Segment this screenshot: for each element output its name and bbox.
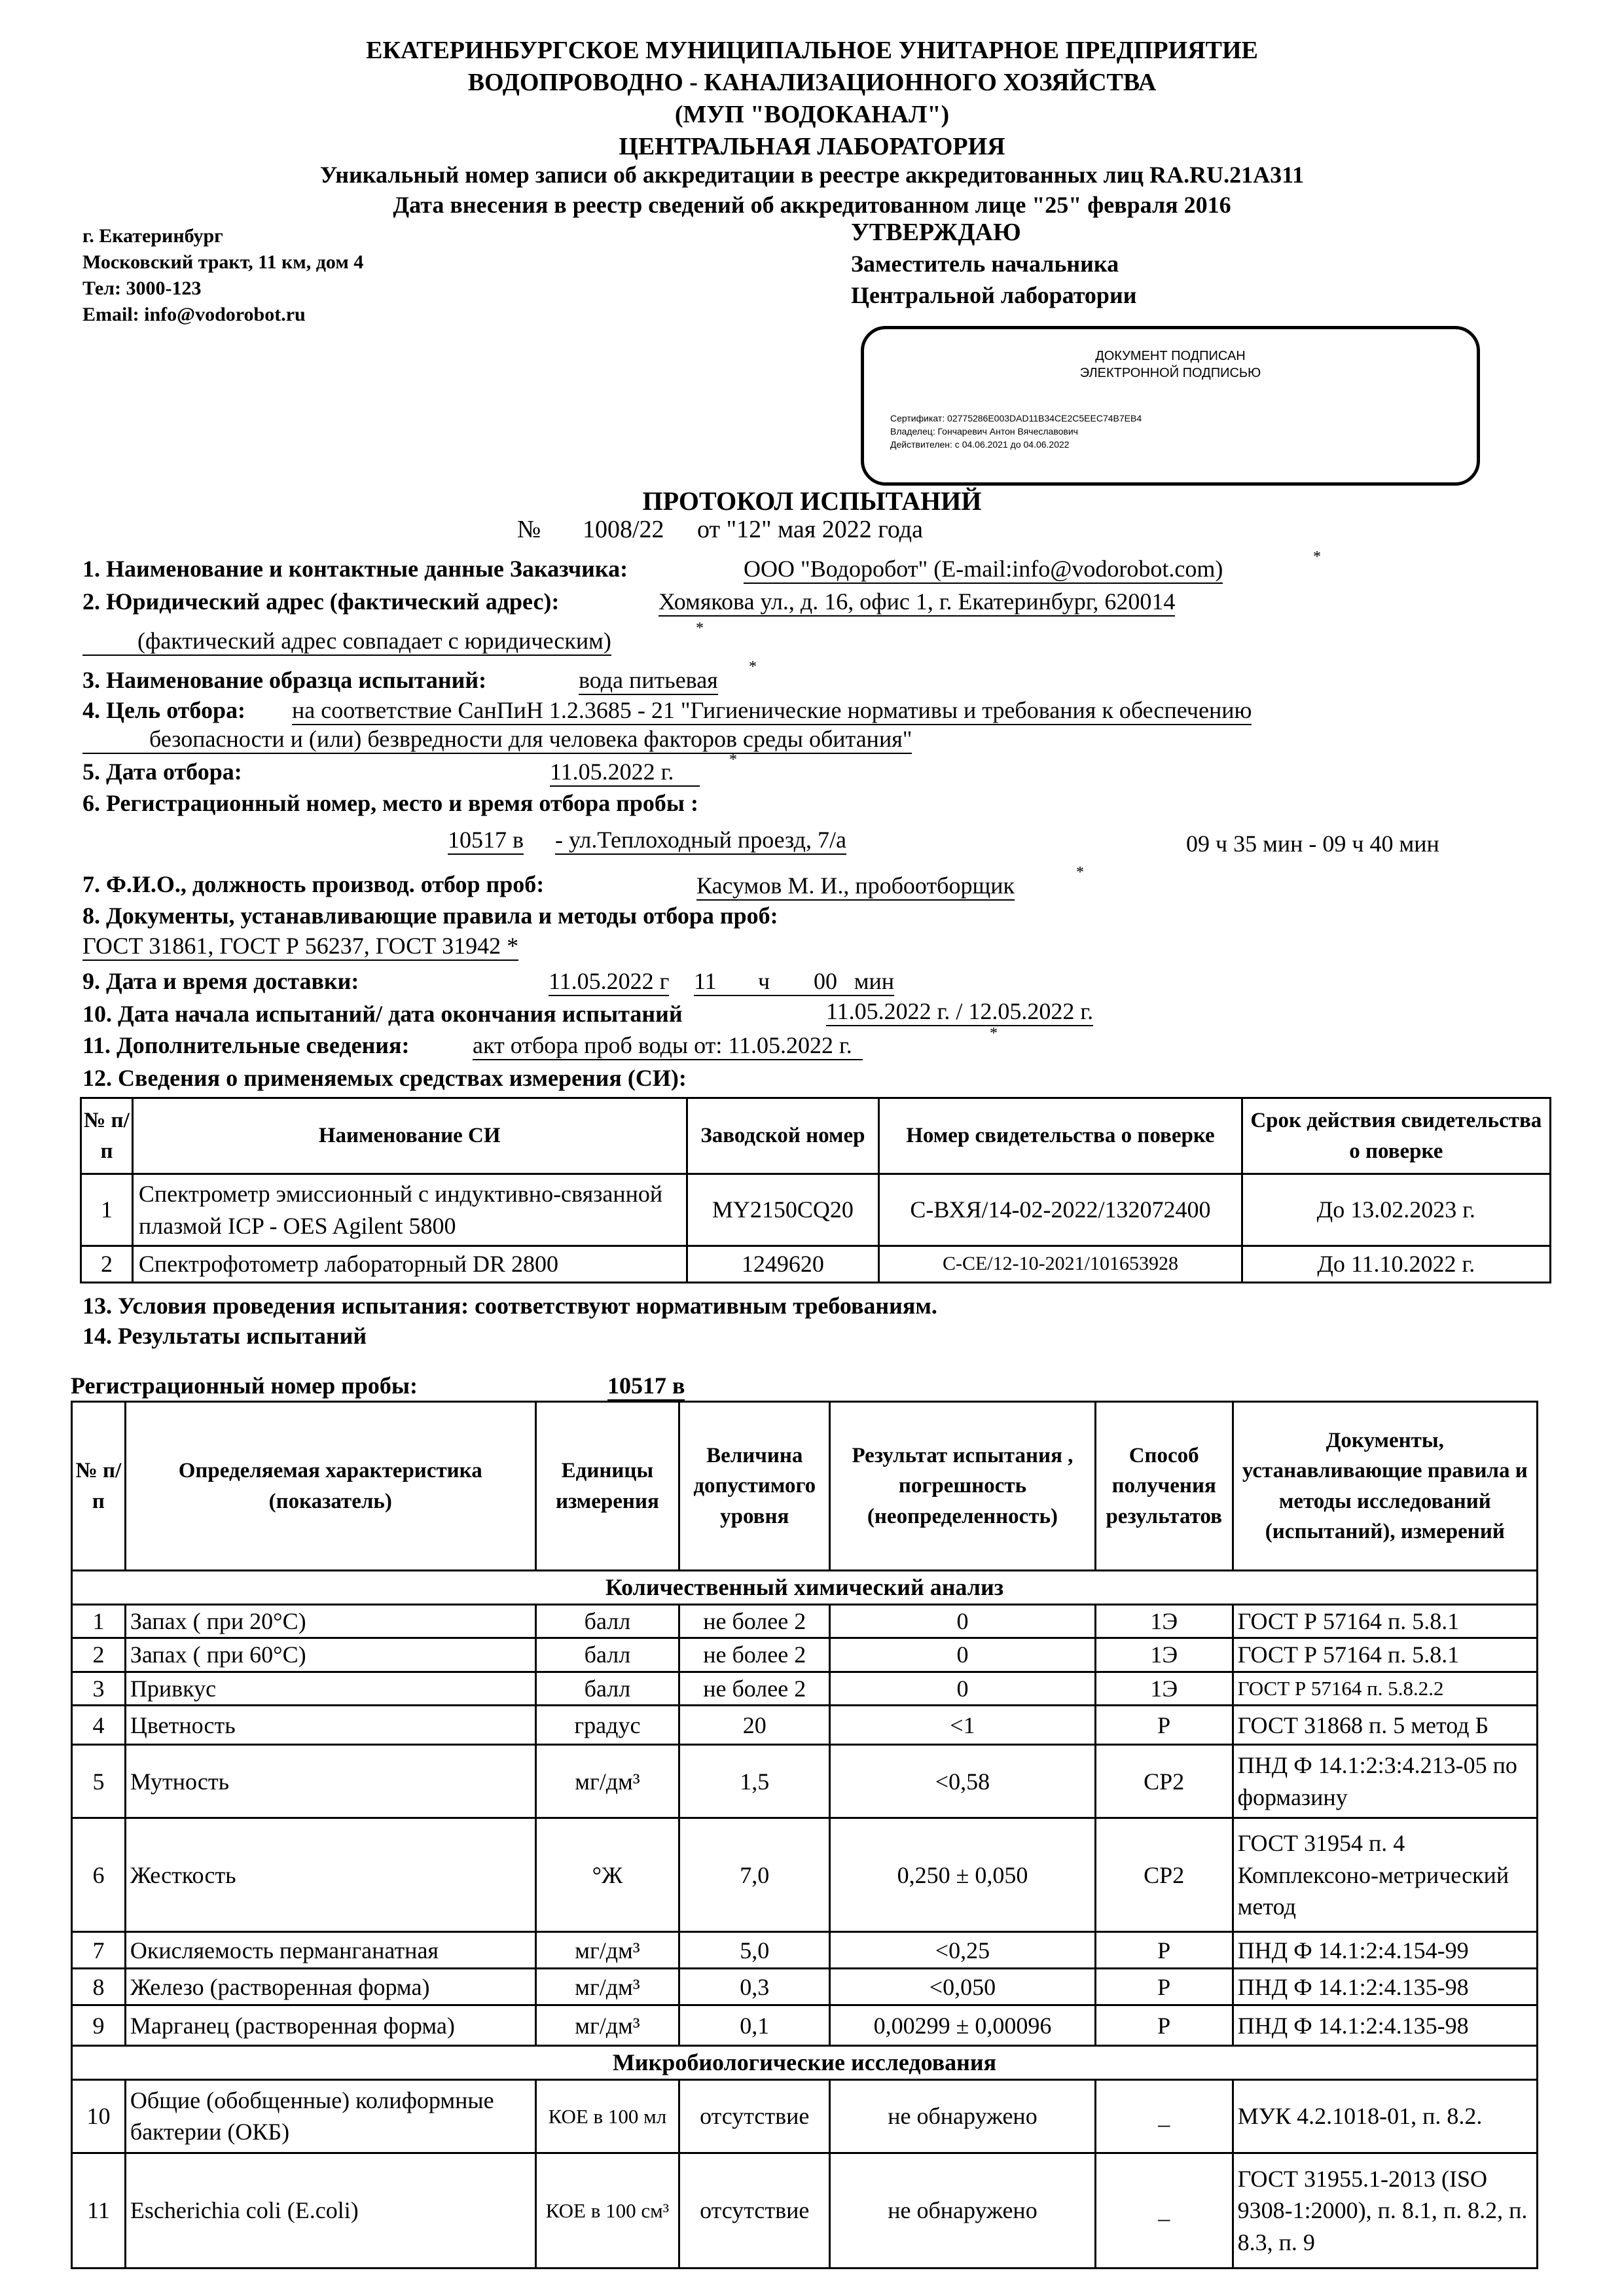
col-header-serial: Заводской номер	[687, 1098, 879, 1174]
table-row	[81, 1174, 1551, 1246]
item-10-label: 10. Дата начала испытаний/ дата окончания испытаний	[82, 1001, 683, 1027]
item-7-label: 7. Ф.И.О., должность производ. отбор проб:	[82, 871, 545, 897]
cell-characteristic: Цветность	[125, 1706, 535, 1745]
cell-limit: не более 2	[679, 1604, 830, 1638]
delivery-minute: 00	[803, 967, 848, 996]
delivery-hour: 11	[694, 967, 725, 996]
item-5-label: 5. Дата отбора:	[82, 759, 242, 785]
cell-units: балл	[535, 1638, 679, 1672]
cell-num: 5	[72, 1745, 126, 1818]
cell-units: балл	[535, 1672, 679, 1706]
sampling-time: 09 ч 35 мин - 09 ч 40 мин	[1186, 831, 1439, 857]
cell-num: 3	[72, 1672, 126, 1706]
cell-result: <0,050	[830, 1969, 1096, 2005]
item-14: 14. Результаты испытаний	[82, 1323, 367, 1349]
cell-method: СР2	[1095, 1818, 1233, 1932]
cell-num: 11	[72, 2153, 126, 2268]
legal-address-value: Хомякова ул., д. 16, офис 1, г. Екатеринбург, 620014	[659, 588, 1175, 617]
cell-num: 9	[72, 2005, 126, 2046]
cell-result: не обнаружено	[830, 2079, 1096, 2153]
table-row	[81, 1246, 1551, 1283]
delivery-date: 11.05.2022 г	[549, 967, 669, 996]
cell-method: СР2	[1095, 1745, 1233, 1818]
cell-method: 1Э	[1095, 1672, 1233, 1706]
asterisk: *	[696, 620, 704, 637]
cell-result: не обнаружено	[830, 2153, 1096, 2268]
electronic-signature-stamp	[861, 326, 1480, 486]
asterisk: *	[729, 751, 737, 768]
cell-result: <0,25	[830, 1932, 1096, 1969]
lab-name: ЦЕНТРАЛЬНАЯ ЛАБОРАТОРИЯ	[619, 133, 1005, 160]
section-title: Количественный химический анализ	[72, 1571, 1538, 1605]
cell-document: ГОСТ 31954 п. 4 Комплексоно-метрический метод	[1233, 1818, 1537, 1932]
cell-instrument: Спектрометр эмиссионный с индуктивно-связанной плазмой ICP - OES Agilent 5800	[132, 1174, 687, 1246]
signature-title1: ДОКУМЕНТ ПОДПИСАН	[1095, 349, 1246, 363]
protocol-number-sign: №	[517, 516, 541, 543]
cell-serial: 1249620	[687, 1246, 879, 1283]
table-row	[72, 2079, 1538, 2153]
table-header-row	[81, 1098, 1551, 1174]
sampler-value: Касумов М. И., пробоотборщик	[696, 872, 1015, 901]
sampling-purpose-line2: безопасности и (или) безвредности для человека факторов среды обитания"	[82, 725, 912, 754]
item-6-label: 6. Регистрационный номер, место и время отбора пробы :	[82, 790, 699, 816]
table-row	[72, 1932, 1538, 1969]
cell-limit: 20	[679, 1706, 830, 1745]
asterisk: *	[990, 1025, 998, 1042]
contact-city: г. Екатеринбург	[82, 225, 223, 247]
cell-units: мг/дм³	[535, 1932, 679, 1969]
contact-email: Email: info@vodorobot.ru	[82, 304, 306, 325]
reg-number-value: 10517 в	[607, 1372, 685, 1401]
sampling-date-value: 11.05.2022 г.	[550, 758, 700, 787]
item-8-label: 8. Документы, устанавливающие правила и методы отбора проб:	[82, 903, 778, 929]
table-header-row	[72, 1402, 1538, 1571]
cell-document: ГОСТ 31955.1-2013 (ISO 9308-1:2000), п. 8.1, п. 8.2, п. 8.3, п. 9	[1233, 2153, 1537, 2268]
cell-method: Р	[1095, 1969, 1233, 2005]
cell-validity: До 13.02.2023 г.	[1242, 1174, 1550, 1246]
item-13: 13. Условия проведения испытания: соответствуют нормативным требованиям.	[82, 1293, 937, 1319]
protocol-date: от "12" мая 2022 года	[697, 516, 924, 543]
test-dates-value: 11.05.2022 г. / 12.05.2022 г.	[826, 997, 1093, 1026]
cell-document: МУК 4.2.1018-01, п. 8.2.	[1233, 2079, 1537, 2153]
table-row	[72, 1706, 1538, 1745]
cell-characteristic: Запах ( при 60°С)	[125, 1638, 535, 1672]
cell-limit: не более 2	[679, 1672, 830, 1706]
cell-characteristic: Окисляемость перманганатная	[125, 1932, 535, 1969]
cell-document: ПНД Ф 14.1:2:3:4.213-05 по формазину	[1233, 1745, 1537, 1818]
table-row	[72, 1672, 1538, 1706]
contact-phone: Тел: 3000-123	[82, 278, 202, 299]
cell-characteristic: Марганец (растворенная форма)	[125, 2005, 535, 2046]
asterisk: *	[1313, 548, 1321, 565]
cell-num: 8	[72, 1969, 126, 2005]
col-header-num: № п/п	[72, 1402, 126, 1571]
delivery-minute-unit: мин	[848, 967, 894, 996]
cell-characteristic: Запах ( при 20°С)	[125, 1604, 535, 1638]
col-header-documents: Документы, устанавливающие правила и методы исследований (испытаний), измерений	[1233, 1402, 1537, 1571]
registration-number: 10517 в	[448, 826, 524, 855]
table-row	[72, 2153, 1538, 2268]
protocol-title: ПРОТОКОЛ ИСПЫТАНИЙ	[642, 486, 982, 516]
org-name-line2: ВОДОПРОВОДНО - КАНАЛИЗАЦИОННОГО ХОЗЯЙСТВА	[467, 69, 1157, 96]
signature-validity: Действителен: с 04.06.2021 до 04.06.2022	[890, 439, 1070, 450]
cell-num: 7	[72, 1932, 126, 1969]
cell-units: градус	[535, 1706, 679, 1745]
signature-certificate: Сертификат: 02775286E003DAD11B34CE2C5EEC74B7EB4	[890, 413, 1142, 423]
cell-method: 1Э	[1095, 1604, 1233, 1638]
col-header-characteristic: Определяемая характеристика (показатель)	[125, 1402, 535, 1571]
cell-characteristic: Мутность	[125, 1745, 535, 1818]
cell-limit: 1,5	[679, 1745, 830, 1818]
delivery-hour-unit: ч	[725, 967, 803, 996]
col-header-method: Способ получения результатов	[1095, 1402, 1233, 1571]
sample-name-value: вода питьевая	[579, 666, 718, 695]
item-4-label: 4. Цель отбора:	[82, 697, 245, 723]
approval-line1: Заместитель начальника	[851, 251, 1119, 277]
cell-document: ПНД Ф 14.1:2:4.135-98	[1233, 2005, 1537, 2046]
cell-num: 2	[72, 1638, 126, 1672]
cell-units: мг/дм³	[535, 1745, 679, 1818]
cell-method: _	[1095, 2079, 1233, 2153]
col-header-result: Результат испытания , погрешность (неопределенность)	[830, 1402, 1096, 1571]
col-header-units: Единицы измерения	[535, 1402, 679, 1571]
cell-limit: 0,1	[679, 2005, 830, 2046]
signature-owner: Владелец: Гончаревич Антон Вячеславович	[890, 426, 1078, 437]
cell-characteristic: Общие (обобщенные) колиформные бактерии (ОКБ)	[125, 2079, 535, 2153]
cell-method: 1Э	[1095, 1638, 1233, 1672]
col-header-num: № п/п	[81, 1098, 133, 1174]
cell-units: °Ж	[535, 1818, 679, 1932]
cell-limit: отсутствие	[679, 2153, 830, 2268]
contact-address: Московский тракт, 11 км, дом 4	[82, 251, 364, 273]
table-row	[72, 1818, 1538, 1932]
cell-num: 2	[81, 1246, 133, 1283]
cell-characteristic: Привкус	[125, 1672, 535, 1706]
customer-value: ООО "Водоробот" (E-mail:info@vodorobot.com)	[744, 555, 1223, 584]
cell-characteristic: Escherichia coli (E.coli)	[125, 2153, 535, 2268]
cell-limit: 7,0	[679, 1818, 830, 1932]
table-row	[72, 1604, 1538, 1638]
cell-num: 1	[72, 1604, 126, 1638]
cell-document: ГОСТ Р 57164 п. 5.8.2.2	[1233, 1672, 1537, 1706]
cell-instrument: Спектрофотометр лабораторный DR 2800	[132, 1246, 687, 1283]
cell-result: 0	[830, 1672, 1096, 1706]
cell-num: 1	[81, 1174, 133, 1246]
cell-certificate: С-ВХЯ/14-02-2022/132072400	[879, 1174, 1242, 1246]
asterisk: *	[1076, 864, 1084, 881]
section-band-microbiology	[72, 2046, 1538, 2080]
cell-characteristic: Жесткость	[125, 1818, 535, 1932]
item-3-label: 3. Наименование образца испытаний:	[82, 667, 487, 693]
additional-info-value: акт отбора проб воды от: 11.05.2022 г.	[473, 1031, 863, 1060]
cell-document: ПНД Ф 14.1:2:4.154-99	[1233, 1932, 1537, 1969]
accreditation-date: Дата внесения в реестр сведений об аккредитованном лице "25" февраля 2016	[393, 192, 1231, 218]
cell-document: ГОСТ 31868 п. 5 метод Б	[1233, 1706, 1537, 1745]
org-name-line1: ЕКАТЕРИНБУРГСКОЕ МУНИЦИПАЛЬНОЕ УНИТАРНОЕ ПРЕДПРИЯТИЕ	[366, 37, 1258, 64]
signature-title2: ЭЛЕКТРОННОЙ ПОДПИСЬЮ	[1079, 366, 1261, 380]
cell-document: ПНД Ф 14.1:2:4.135-98	[1233, 1969, 1537, 2005]
sampling-purpose-line1: на соответствие СанПиН 1.2.3685 - 21 "Гигиенические нормативы и требования к обеспечению	[292, 696, 1252, 725]
cell-result: <1	[830, 1706, 1096, 1745]
approval-line2: Центральной лаборатории	[851, 282, 1137, 308]
protocol-number: 1008/22	[583, 516, 664, 543]
cell-limit: 0,3	[679, 1969, 830, 2005]
section-band-chemical	[72, 1571, 1538, 1605]
org-name-line3: (МУП "ВОДОКАНАЛ")	[674, 101, 950, 128]
cell-characteristic: Железо (растворенная форма)	[125, 1969, 535, 2005]
col-header-instrument: Наименование СИ	[132, 1098, 687, 1174]
cell-serial: MY2150CQ20	[687, 1174, 879, 1246]
cell-limit: 5,0	[679, 1932, 830, 1969]
measurement-instruments-table	[80, 1097, 1551, 1283]
reg-number-label: Регистрационный номер пробы:	[71, 1372, 418, 1399]
accreditation-number: Уникальный номер записи об аккредитации в реестре аккредитованных лиц RA.RU.21А311	[319, 162, 1305, 188]
cell-result: 0	[830, 1638, 1096, 1672]
cell-units: балл	[535, 1604, 679, 1638]
col-header-certificate: Номер свидетельства о поверке	[879, 1098, 1242, 1174]
cell-units: мг/дм³	[535, 1969, 679, 2005]
item-12-label: 12. Сведения о применяемых средствах измерения (СИ):	[82, 1065, 687, 1091]
col-header-validity: Срок действия свидетельства о поверке	[1242, 1098, 1550, 1174]
cell-result: 0,250 ± 0,050	[830, 1818, 1096, 1932]
table-row	[72, 2005, 1538, 2046]
item-9-label: 9. Дата и время доставки:	[82, 968, 359, 994]
table-row	[72, 1969, 1538, 2005]
cell-document: ГОСТ Р 57164 п. 5.8.1	[1233, 1638, 1537, 1672]
cell-certificate: С-СЕ/12-10-2021/101653928	[879, 1246, 1242, 1283]
approval-title: УТВЕРЖДАЮ	[851, 219, 1021, 246]
cell-result: 0,00299 ± 0,00096	[830, 2005, 1096, 2046]
col-header-limit: Величина допустимого уровня	[679, 1402, 830, 1571]
sampling-place: - ул.Теплоходный проезд, 7/а	[555, 826, 846, 855]
asterisk: *	[749, 658, 757, 675]
sampling-standards-value: ГОСТ 31861, ГОСТ Р 56237, ГОСТ 31942 *	[82, 932, 518, 961]
cell-limit: отсутствие	[679, 2079, 830, 2153]
item-1-label: 1. Наименование и контактные данные Заказчика:	[82, 556, 628, 582]
cell-method: _	[1095, 2153, 1233, 2268]
cell-method: Р	[1095, 2005, 1233, 2046]
cell-num: 4	[72, 1706, 126, 1745]
actual-address-note: (фактический адрес совпадает с юридическим)	[82, 627, 611, 656]
cell-units: КОЕ в 100 см³	[535, 2153, 679, 2268]
cell-units: мг/дм³	[535, 2005, 679, 2046]
section-title: Микробиологические исследования	[72, 2046, 1538, 2080]
cell-limit: не более 2	[679, 1638, 830, 1672]
cell-method: Р	[1095, 1706, 1233, 1745]
item-11-label: 11. Дополнительные сведения:	[82, 1032, 410, 1058]
cell-num: 6	[72, 1818, 126, 1932]
cell-result: <0,58	[830, 1745, 1096, 1818]
cell-method: Р	[1095, 1932, 1233, 1969]
item-2-label: 2. Юридический адрес (фактический адрес):	[82, 588, 560, 615]
cell-document: ГОСТ Р 57164 п. 5.8.1	[1233, 1604, 1537, 1638]
cell-num: 10	[72, 2079, 126, 2153]
table-row	[72, 1745, 1538, 1818]
cell-units: КОЕ в 100 мл	[535, 2079, 679, 2153]
test-results-table	[71, 1401, 1538, 2269]
cell-validity: До 11.10.2022 г.	[1242, 1246, 1550, 1283]
table-row	[72, 1638, 1538, 1672]
cell-result: 0	[830, 1604, 1096, 1638]
